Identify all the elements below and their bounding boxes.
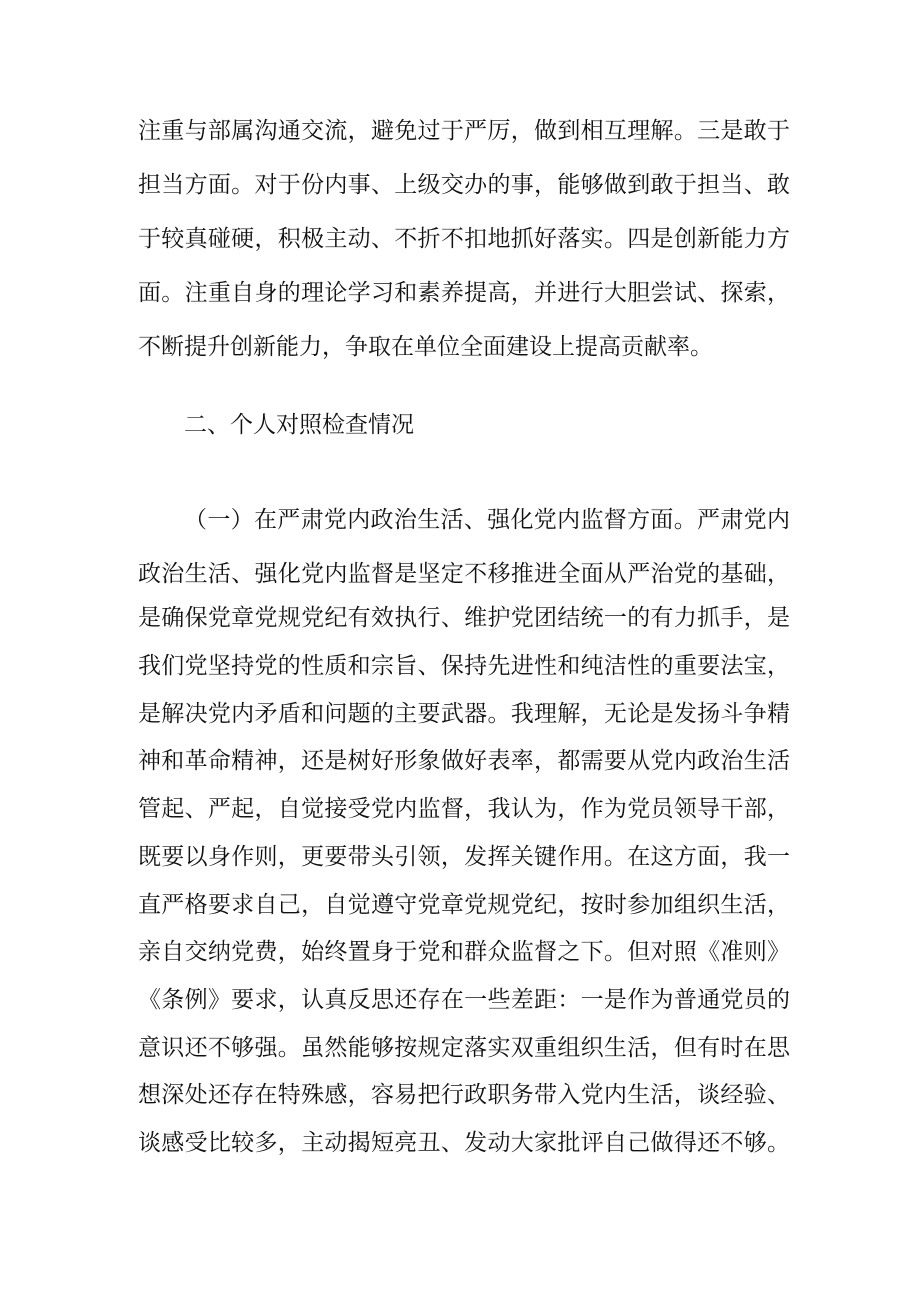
- paragraph-2-line-11: 《条例》要求，认真反思还存在一些差距：一是作为普通党员的: [138, 987, 790, 1013]
- paragraph-2-line-6: 神和革命精神，还是树好形象做好表率，都需要从党内政治生活: [138, 748, 790, 774]
- paragraph-1-line-5: 不断提升创新能力，争取在单位全面建设上提高贡献率。: [138, 334, 713, 360]
- paragraph-2-line-10: 亲自交纳党费，始终置身于党和群众监督之下。但对照《准则》: [138, 939, 790, 965]
- paragraph-2-line-9: 直严格要求自己，自觉遵守党章党规党纪，按时参加组织生活，: [138, 892, 790, 918]
- paragraph-1-line-1: 注重与部属沟通交流，避免过于严厉，做到相互理解。三是敢于: [138, 118, 790, 144]
- paragraph-2-line-5: 是解决党内矛盾和问题的主要武器。我理解，无论是发扬斗争精: [138, 701, 790, 727]
- paragraph-2-line-2: 政治生活、强化党内监督是坚定不移推进全面从严治党的基础，: [138, 561, 790, 587]
- paragraph-1-line-3: 于较真碰硬，积极主动、不折不扣地抓好落实。四是创新能力方: [138, 226, 790, 252]
- paragraph-2-line-13: 想深处还存在特殊感，容易把行政职务带入党内生活，谈经验、: [138, 1082, 790, 1108]
- paragraph-2-line-8: 既要以身作则，更要带头引领，发挥关键作用。在这方面，我一: [138, 844, 790, 870]
- paragraph-2-line-14: 谈感受比较多，主动揭短亮丑、发动大家批评自己做得还不够。: [138, 1130, 790, 1156]
- paragraph-2-line-4: 我们党坚持党的性质和宗旨、保持先进性和纯洁性的重要法宝，: [138, 653, 790, 679]
- paragraph-1-line-2: 担当方面。对于份内事、上级交办的事，能够做到敢于担当、敢: [138, 172, 790, 198]
- paragraph-1-line-4: 面。注重自身的理论学习和素养提高，并进行大胆尝试、探索，: [138, 280, 790, 306]
- paragraph-2-line-7: 管起、严起，自觉接受党内监督，我认为，作为党员领导干部，: [138, 796, 790, 822]
- section-heading: 二、个人对照检查情况: [184, 412, 414, 438]
- paragraph-2-line-1: （一）在严肃党内政治生活、强化党内监督方面。严肃党内: [184, 507, 790, 533]
- paragraph-2-line-12: 意识还不够强。虽然能够按规定落实双重组织生活，但有时在思: [138, 1035, 790, 1061]
- paragraph-2-line-3: 是确保党章党规党纪有效执行、维护党团结统一的有力抓手，是: [138, 605, 790, 631]
